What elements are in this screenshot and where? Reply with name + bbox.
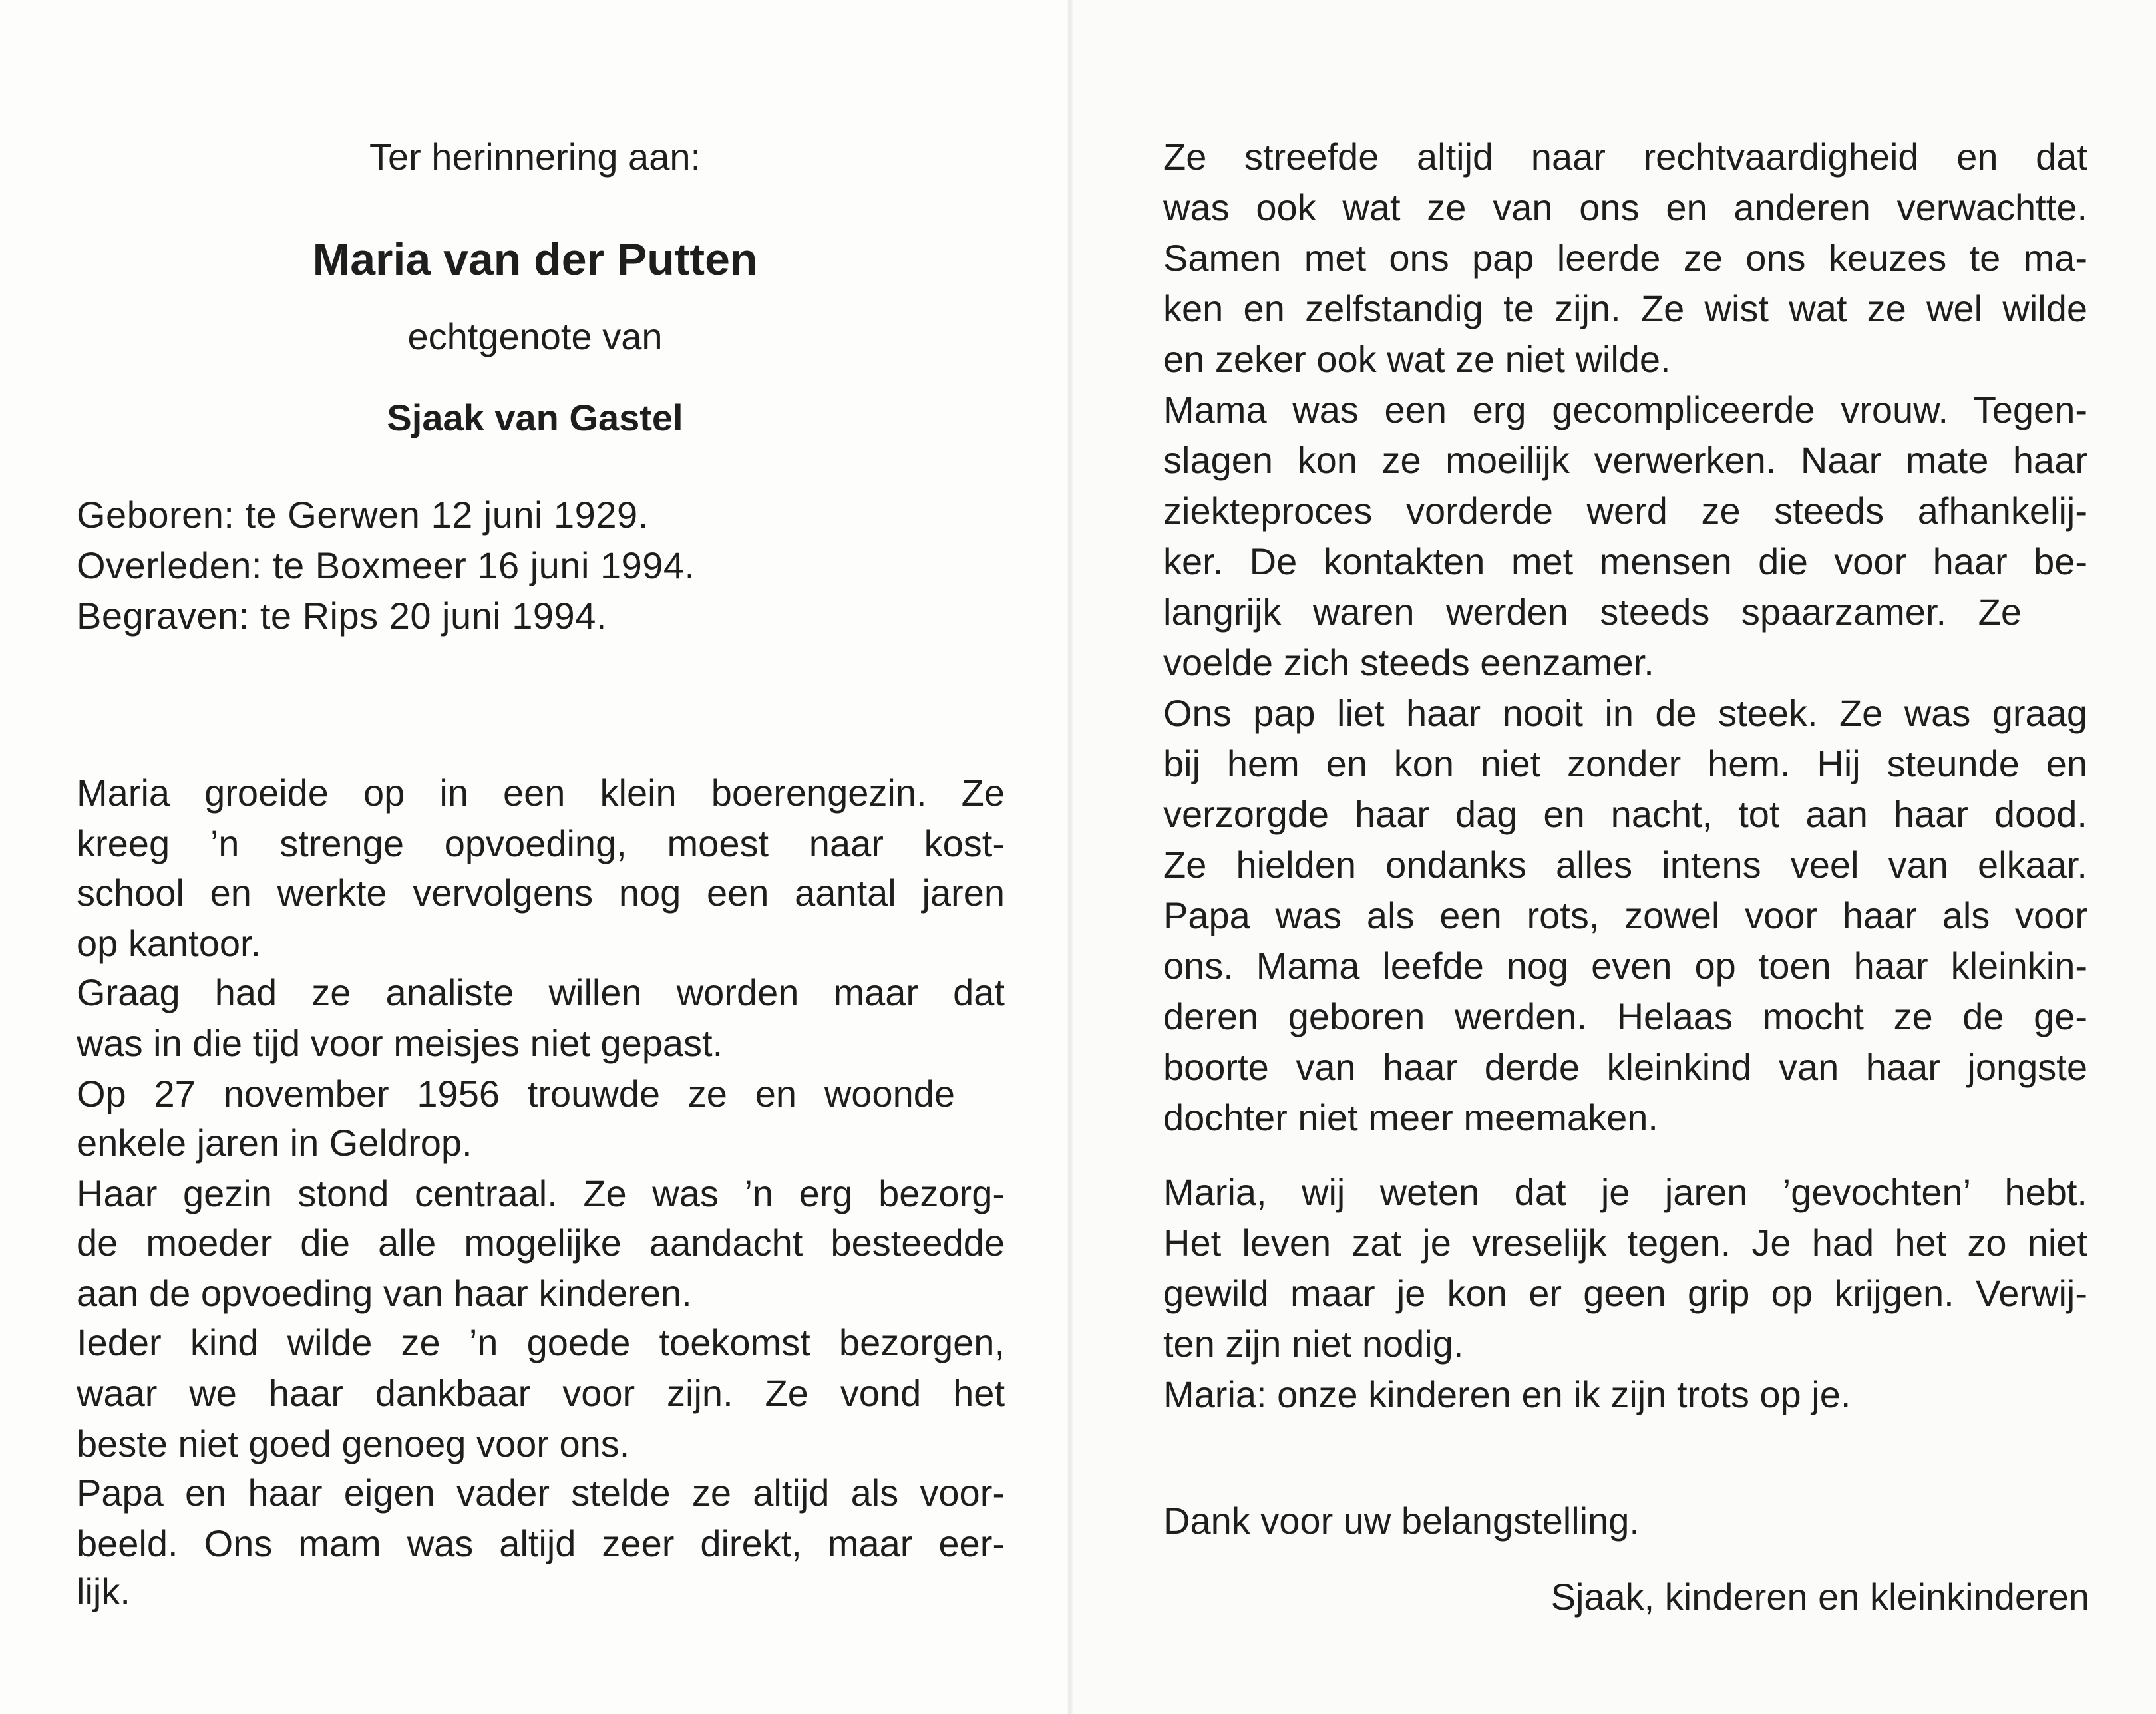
left-body-line: Graag had ze analiste willen worden maar dat [77, 971, 1005, 1013]
right-body-line: ker. De kontakten met mensen die voor haar be- [1163, 540, 2087, 582]
right-body-line: Ze streefde altijd naar rechtvaardigheid en dat [1163, 136, 2087, 178]
right-body-line: Samen met ons pap leerde ze ons keuzes te ma- [1163, 237, 2087, 279]
right-body-line: ten zijn niet nodig. [1163, 1323, 1464, 1365]
left-body-line: de moeder die alle mogelijke aandacht besteedde [77, 1222, 1005, 1264]
right-body-line: gewild maar je kon er geen grip op krijgen. Verwij- [1163, 1272, 2087, 1314]
deceased-name: Maria van der Putten [312, 234, 758, 285]
spouse-name: Sjaak van Gastel [387, 397, 683, 438]
birth-fact: Geboren: te Gerwen 12 juni 1929. [77, 494, 649, 536]
right-body-line: en zeker ook wat ze niet wilde. [1163, 338, 1671, 380]
left-body-line: aan de opvoeding van haar kinderen. [77, 1272, 692, 1314]
right-body-line: deren geboren werden. Helaas mocht ze de ge- [1163, 995, 2087, 1037]
right-body-line: Papa was als een rots, zowel voor haar als voor [1163, 894, 2087, 936]
left-body-line: waar we haar dankbaar voor zijn. Ze vond het [77, 1372, 1005, 1414]
right-body-line: was ook wat ze van ons en anderen verwachtte. [1163, 186, 2087, 228]
left-body-line: school en werkte vervolgens nog een aantal jaren [77, 872, 1005, 914]
right-body-line: Maria, wij weten dat je jaren ’gevochten’ hebt. [1163, 1171, 2087, 1213]
death-fact: Overleden: te Boxmeer 16 juni 1994. [77, 544, 695, 586]
right-body-line: ken en zelfstandig te zijn. Ze wist wat ze wel wilde [1163, 287, 2087, 329]
right-body-line: ons. Mama leefde nog even op toen haar kleinkin- [1163, 945, 2087, 987]
right-body-line: langrijk waren werden steeds spaarzamer. Ze [1163, 591, 2022, 633]
intro-text: Ter herinnering aan: [369, 136, 701, 178]
right-body-line: Mama was een erg gecompliceerde vrouw. Tegen- [1163, 389, 2087, 430]
left-body-line: beeld. Ons mam was altijd zeer direkt, maar eer- [77, 1522, 1005, 1564]
thanks-text: Dank voor uw belangstelling. [1163, 1500, 1640, 1542]
left-body-line: op kantoor. [77, 922, 262, 964]
right-body-line: dochter niet meer meemaken. [1163, 1097, 1658, 1138]
right-body-line: ziekteproces vorderde werd ze steeds afhankelij- [1163, 490, 2087, 532]
right-body-line: Ons pap liet haar nooit in de steek. Ze was graag [1163, 692, 2087, 734]
left-body-line: Ieder kind wilde ze ’n goede toekomst bezorgen, [77, 1321, 1005, 1363]
left-body-line: was in die tijd voor meisjes niet gepast. [77, 1022, 723, 1064]
right-body-line: voelde zich steeds eenzamer. [1163, 641, 1654, 683]
left-body-line: Papa en haar eigen vader stelde ze altijd als voor- [77, 1472, 1005, 1514]
left-body-line: Op 27 november 1956 trouwde ze en woonde [77, 1073, 955, 1114]
right-body-line: verzorgde haar dag en nacht, tot aan haar dood. [1163, 793, 2087, 835]
right-body-line: bij hem en kon niet zonder hem. Hij steunde en [1163, 743, 2087, 784]
right-body-line: boorte van haar derde kleinkind van haar jongste [1163, 1046, 2087, 1088]
right-body-line: Maria: onze kinderen en ik zijn trots op je. [1163, 1373, 1851, 1415]
left-body-line: kreeg ’n strenge opvoeding, moest naar kost- [77, 822, 1005, 864]
right-body-line: Ze hielden ondanks alles intens veel van elkaar. [1163, 844, 2087, 886]
signature-text: Sjaak, kinderen en kleinkinderen [1550, 1576, 2089, 1618]
burial-fact: Begraven: te Rips 20 juni 1994. [77, 595, 607, 637]
left-body-line: enkele jaren in Geldrop. [77, 1122, 472, 1164]
right-body-line: Het leven zat je vreselijk tegen. Je had het zo niet [1163, 1222, 2087, 1264]
left-body-line: Maria groeide op in een klein boerengezin. Ze [77, 772, 1005, 814]
right-body-line: slagen kon ze moeilijk verwerken. Naar mate haar [1163, 439, 2087, 481]
left-body-line: beste niet goed genoeg voor ons. [77, 1423, 630, 1464]
left-body-line: lijk. [77, 1570, 130, 1612]
left-body-line: Haar gezin stond centraal. Ze was ’n erg bezorg- [77, 1172, 1005, 1214]
relation-text: echtgenote van [407, 315, 663, 357]
